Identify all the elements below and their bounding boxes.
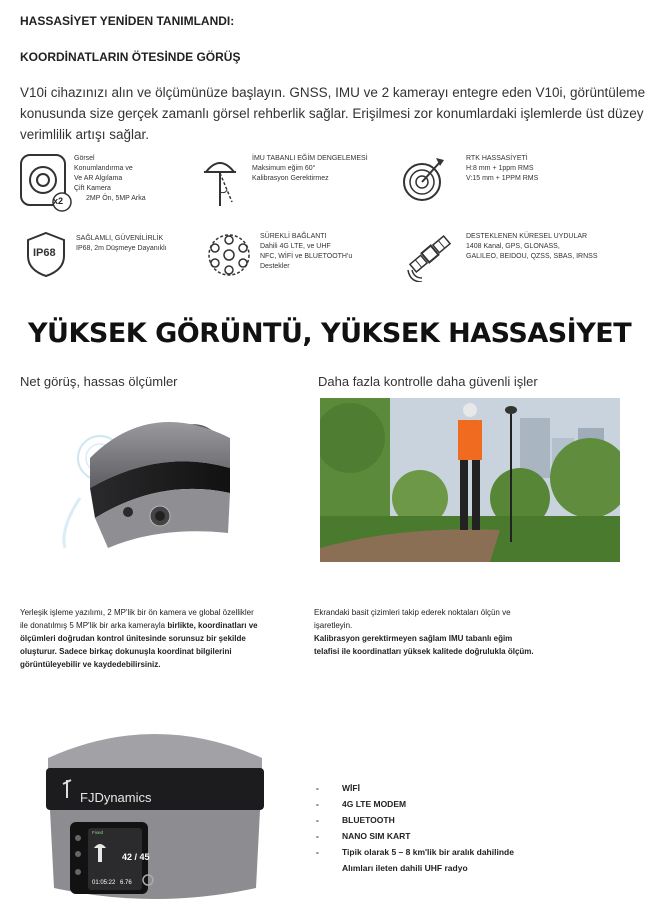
rtk-target-icon [400, 152, 452, 208]
feature-line: V:15 mm + 1PPM RMS [466, 175, 539, 182]
satellite-icon [404, 230, 458, 282]
spec-list [316, 780, 546, 876]
feature-imu [198, 152, 368, 208]
feature-rtk-text [466, 154, 538, 184]
feature-rtk [400, 152, 538, 208]
feature-ip68 [22, 230, 167, 280]
spec-item: - Tipik olarak 5 – 8 km'lik bir aralık dahilinde Alımları ileten dahili UHF radyo [316, 844, 546, 876]
feature-line: Dahili 4G LTE, ve UHF [260, 243, 331, 250]
imu-tilt-icon [198, 152, 250, 208]
left-paragraph [20, 606, 260, 671]
page-subtitle: KOORDİNATLARIN ÖTESİNDE GÖRÜŞ [20, 50, 241, 64]
feature-line: İMU TABANLI EĞİM DENGELEMESİ [252, 155, 368, 162]
spec-item: - BLUETOOTH [316, 812, 546, 828]
page-title: HASSASİYET YENİDEN TANIMLANDI: [20, 14, 235, 28]
feature-line: 2MP Ön, 5MP Arka [86, 195, 146, 202]
feature-line: Destekler [260, 263, 290, 270]
feature-line: IP68, 2m Düşmeye Dayanıklı [76, 245, 167, 252]
feature-ip68-text [76, 234, 167, 254]
feature-line: Görsel [74, 155, 95, 162]
brand-label: FJDynamics [80, 790, 152, 805]
feature-line: H:8 mm + 1ppm RMS [466, 165, 534, 172]
feature-line: GALILEO, BEIDOU, QZSS, SBAS, IRNSS [466, 253, 598, 260]
feature-line: Konumlandırma ve [74, 165, 133, 172]
feature-line: SÜREKLİ BAĞLANTI [260, 233, 327, 240]
left-paragraph-normal: Yerleşik işleme yazılımı, 2 MP'lik bir ön kamera ve global özellikler ile donatılmış 5 MP'lik bir arka kamerayla [20, 608, 254, 630]
device-image [30, 718, 280, 904]
camera-count-badge: x2 [53, 196, 64, 206]
feature-satellites-text [466, 232, 597, 262]
feature-line: Kalibrasyon Gerektirmez [252, 175, 329, 182]
spec-item: - NANO SIM KART [316, 828, 546, 844]
section-title: YÜKSEK GÖRÜNTÜ, YÜKSEK HASSASİYET [28, 318, 632, 349]
connectivity-icon [204, 230, 256, 282]
screen-time: 01:05:22 [92, 880, 116, 886]
camera-icon [18, 152, 72, 212]
feature-line: Maksimum eğim 60° [252, 165, 316, 172]
ip68-label: IP68 [33, 247, 56, 259]
feature-line: SAĞLAMLI, GÜVENİLİRLİK [76, 235, 164, 242]
right-paragraph-bold: Kalibrasyon gerektirmeyen sağlam IMU tabanlı eğim telafisi ile koordinatları yüksek kalitede doğrulukla ölçüm. [314, 634, 534, 656]
feature-satellites [404, 230, 597, 282]
feature-line: 1408 Kanal, GPS, GLONASS, [466, 243, 560, 250]
ip68-icon [22, 230, 72, 280]
spec-item: - WİFİ [316, 780, 546, 796]
feature-line: NFC, WİFİ ve BLUETOOTH'u [260, 253, 353, 260]
device-closeup-image [20, 398, 300, 566]
feature-camera-text [74, 154, 146, 204]
left-subtitle: Net görüş, hassas ölçümler [20, 374, 178, 389]
feature-line: RTK HASSASİYETİ [466, 155, 528, 162]
screen-satellites: 42 / 45 [122, 852, 150, 862]
feature-connectivity [204, 230, 352, 282]
feature-connectivity-text [260, 232, 352, 272]
right-subtitle: Daha fazla kontrolle daha güvenli işler [318, 374, 538, 389]
screen-fixed-status: Fixed [92, 830, 104, 835]
spec-item: - 4G LTE MODEM [316, 796, 546, 812]
right-paragraph-line1: Ekrandaki basit çizimleri takip ederek noktaları ölçün ve işaretleyin. [314, 608, 511, 630]
left-paragraph-bold: birlikte, koordinatları ve ölçümleri doğrudan kontrol ünitesinde sorunsuz bir şekilde oluşturur. Sadece birkaç dokunuşla koordinat bilgilerini görüntüleyebilir ve kaydedebilirsiniz. [20, 621, 258, 669]
feature-line: Ve AR Algılama [74, 175, 123, 182]
intro-paragraph: V10i cihazınızı alın ve ölçümünüze başlayın. GNSS, IMU ve 2 kamerayı entegre eden V10i, görüntüleme konusunda size gerçek zamanlı görsel rehberlik sağlar. Erişilmesi zor konumlardaki işlemlerde üst düzey verimlilik artışı sağlar. [20, 85, 646, 142]
feature-line: DESTEKLENEN KÜRESEL UYDULAR [466, 233, 588, 240]
feature-imu-text [252, 154, 368, 184]
right-paragraph [314, 606, 534, 658]
feature-camera [18, 152, 146, 212]
feature-line: Çift Kamera [74, 185, 111, 192]
surveyor-photo [320, 398, 620, 562]
screen-value: 6.76 [120, 880, 132, 886]
